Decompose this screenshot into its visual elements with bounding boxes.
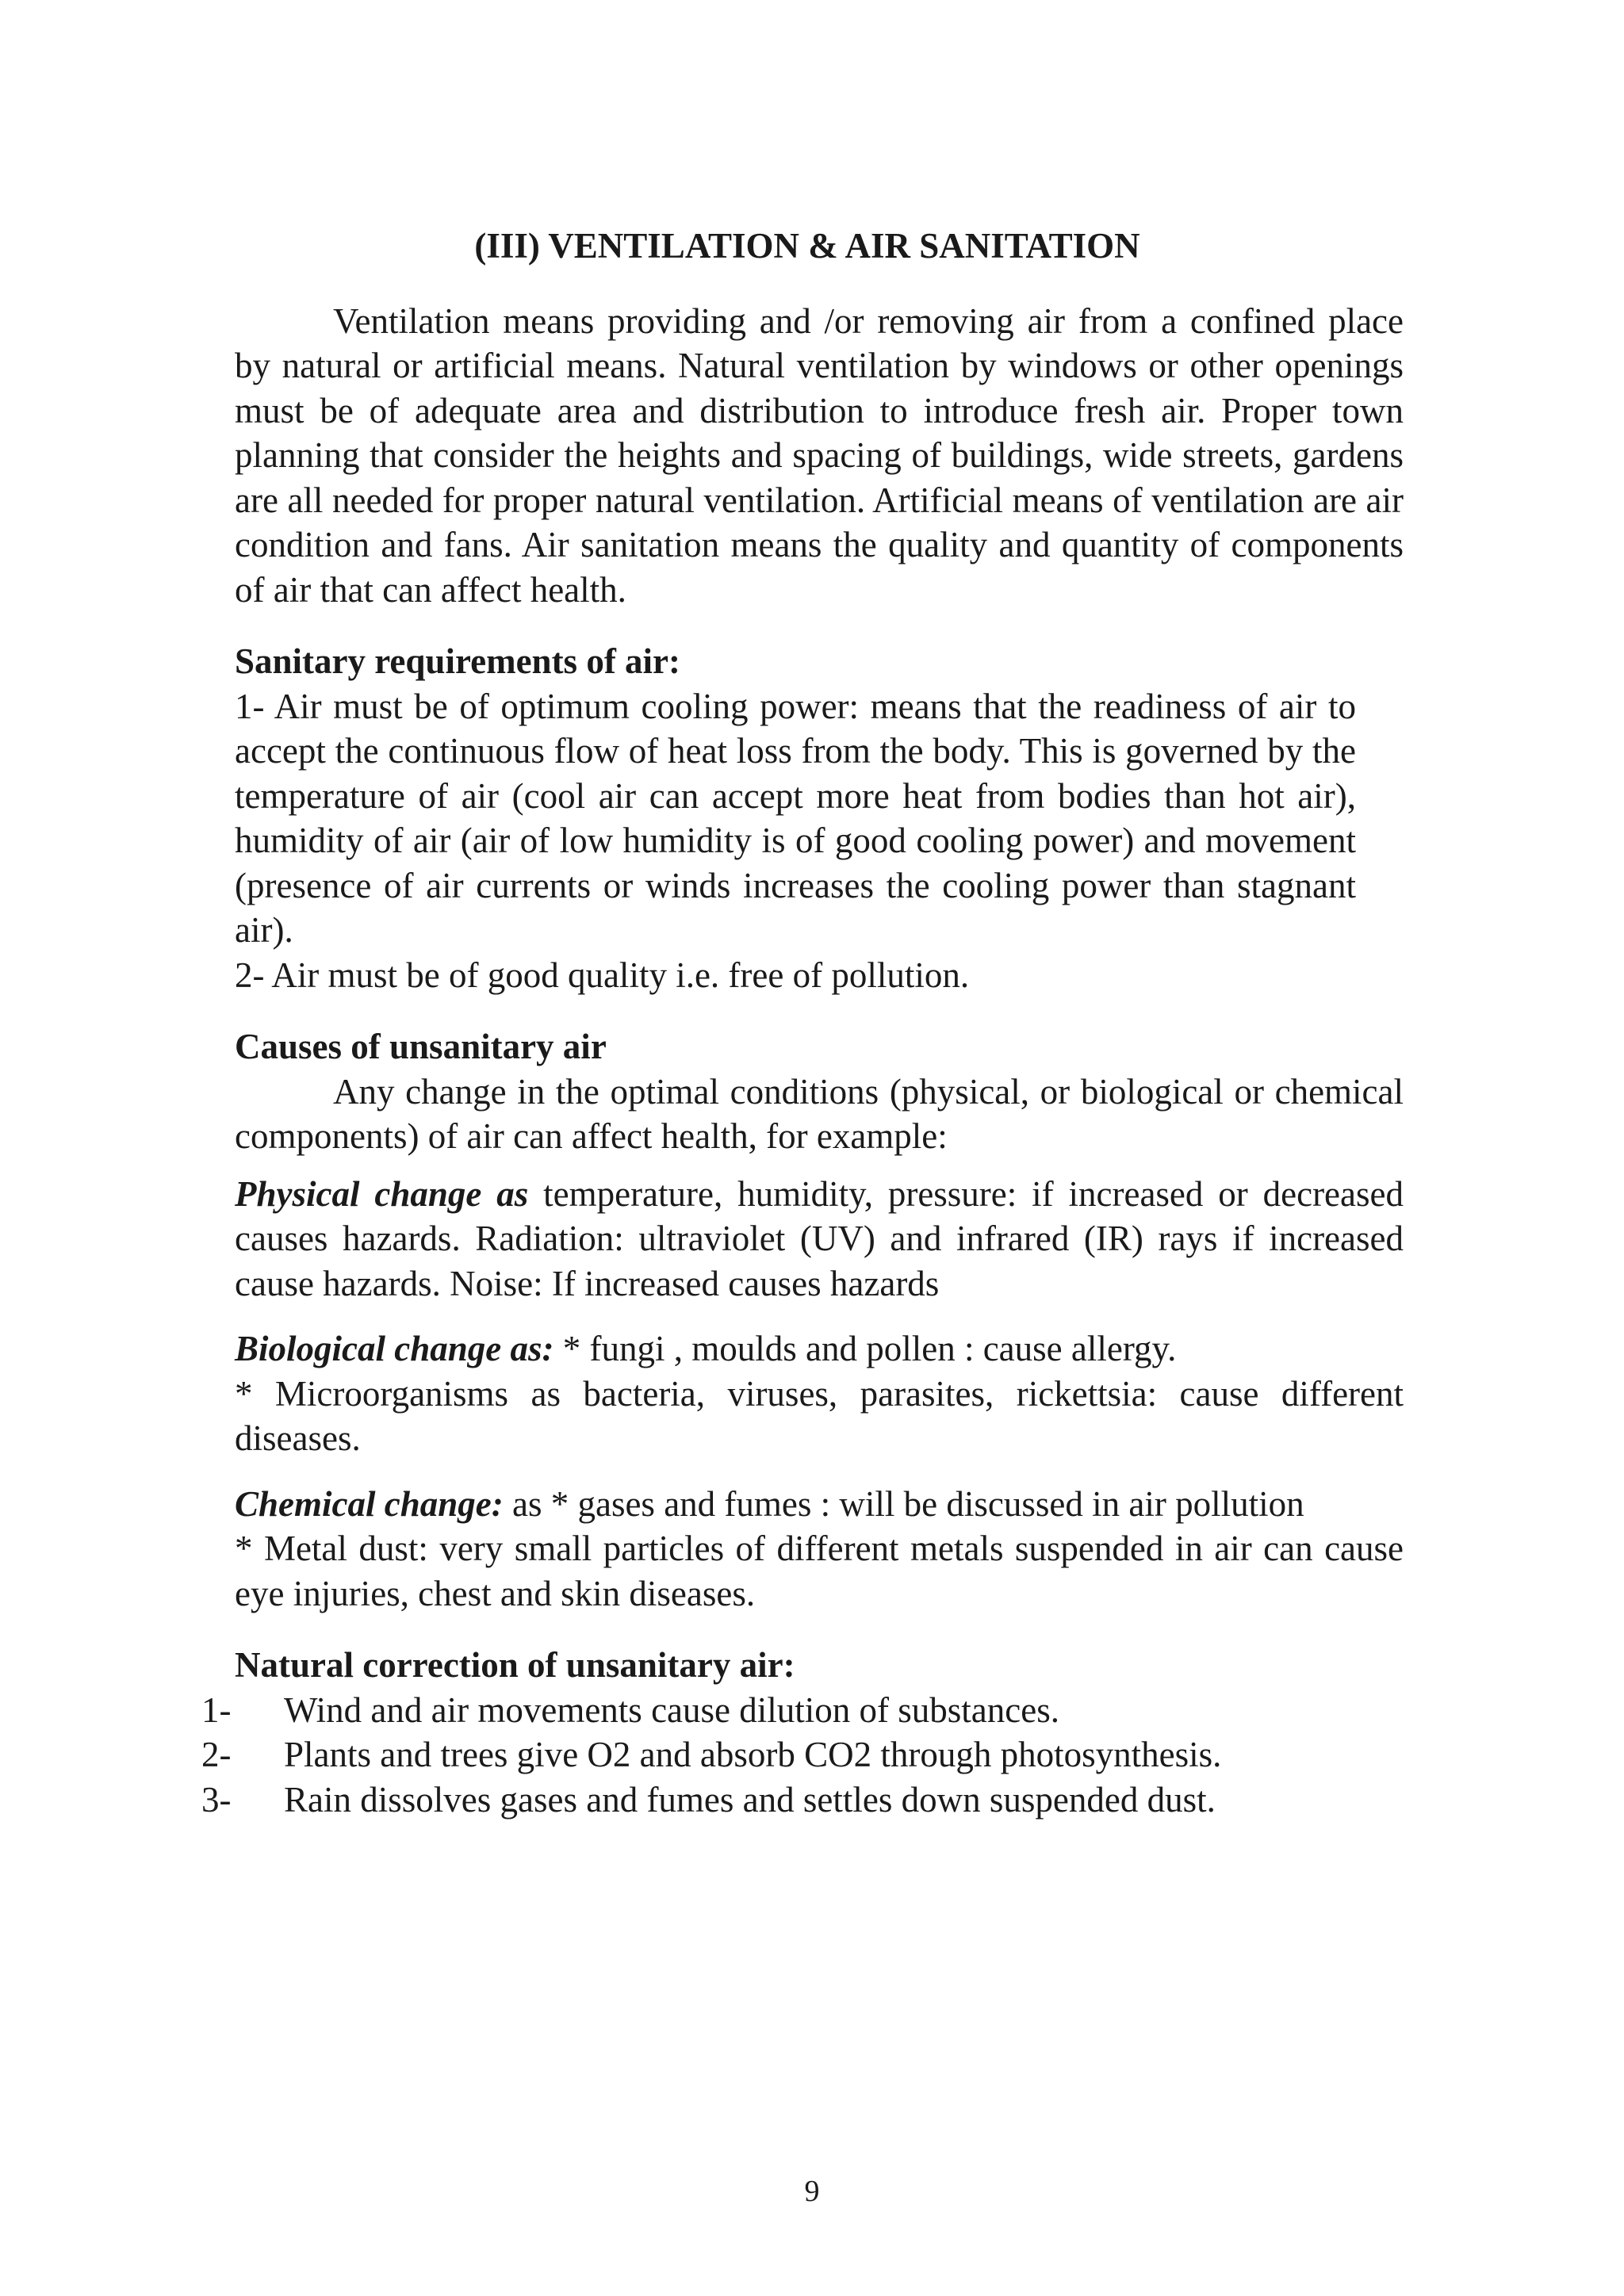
causes-heading: Causes of unsanitary air xyxy=(235,1027,607,1066)
causes-intro-paragraph: Any change in the optimal conditions (physical, or biological or chemical components) of air can affect health, for example: xyxy=(235,1071,1404,1156)
list-item-text: Rain dissolves gases and fumes and settles down suspended dust. xyxy=(284,1779,1216,1820)
list-item-number: 2- xyxy=(201,1735,232,1774)
section-title: (III) VENTILATION & AIR SANITATION xyxy=(474,226,1140,266)
natural-correction-list xyxy=(201,1688,1404,1823)
physical-change-paragraph xyxy=(235,1172,1404,1307)
natural-correction-heading: Natural correction of unsanitary air: xyxy=(235,1645,795,1685)
chemical-change-text: as * gases and fumes : will be discussed in air pollution xyxy=(503,1483,1304,1524)
list-item xyxy=(201,1688,1404,1733)
list-item-text: Wind and air movements cause dilution of substances. xyxy=(284,1689,1059,1730)
physical-change-text: temperature, humidity, pressure: if increased or decreased causes hazards. Radiation: ultraviolet (UV) and infrared (IR) rays if increased cause hazards. Noise: If increased causes hazards xyxy=(235,1173,1404,1303)
physical-change-lead: Physical change as xyxy=(235,1173,529,1214)
sanitary-requirements-heading: Sanitary requirements of air: xyxy=(235,641,681,681)
requirement-item-2: 2- Air must be of good quality i.e. free of pollution. xyxy=(235,955,970,995)
list-item-text: Plants and trees give O2 and absorb CO2 through photosynthesis. xyxy=(284,1735,1222,1774)
biological-change-lead: Biological change as: xyxy=(235,1329,554,1368)
list-item xyxy=(201,1777,1404,1823)
biological-change-text: * fungi , moulds and pollen : cause allergy. xyxy=(553,1329,1177,1368)
list-item xyxy=(201,1732,1404,1777)
list-item-number: 1- xyxy=(201,1689,232,1730)
requirement-item-1: 1- Air must be of optimum cooling power: means that the readiness of air to accept the continuous flow of heat loss from the body. This is governed by the temperature of air (cool air can accept more heat from bodies than hot air), humidity of air (air of low humidity is of good cooling power) and movement (presence of air currents or winds increases the cooling power than stagnant air). xyxy=(235,686,1356,950)
intro-paragraph: Ventilation means providing and /or removing air from a confined place by natural or artificial means. Natural ventilation by windows or other openings must be of adequate area and distribution to introduce fresh air. Proper town planning that consider the heights and spacing of buildings, wide streets, gardens are all needed for proper natural ventilation. Artificial means of ventilation are air condition and fans. Air sanitation means the quality and quantity of components of air that can affect health. xyxy=(235,300,1404,610)
biological-change-paragraph xyxy=(235,1326,1404,1372)
list-item-number: 3- xyxy=(201,1779,232,1820)
page-number: 9 xyxy=(804,2175,820,2208)
chemical-change-paragraph xyxy=(235,1482,1404,1527)
chemical-change-lead: Chemical change: xyxy=(235,1483,504,1524)
biological-change-paragraph-2: * Microorganisms as bacteria, viruses, parasites, rickettsia: cause different diseases. xyxy=(235,1373,1404,1458)
chemical-change-paragraph-2: * Metal dust: very small particles of different metals suspended in air can cause eye injuries, chest and skin diseases. xyxy=(235,1529,1404,1613)
page-content xyxy=(201,224,1404,1822)
